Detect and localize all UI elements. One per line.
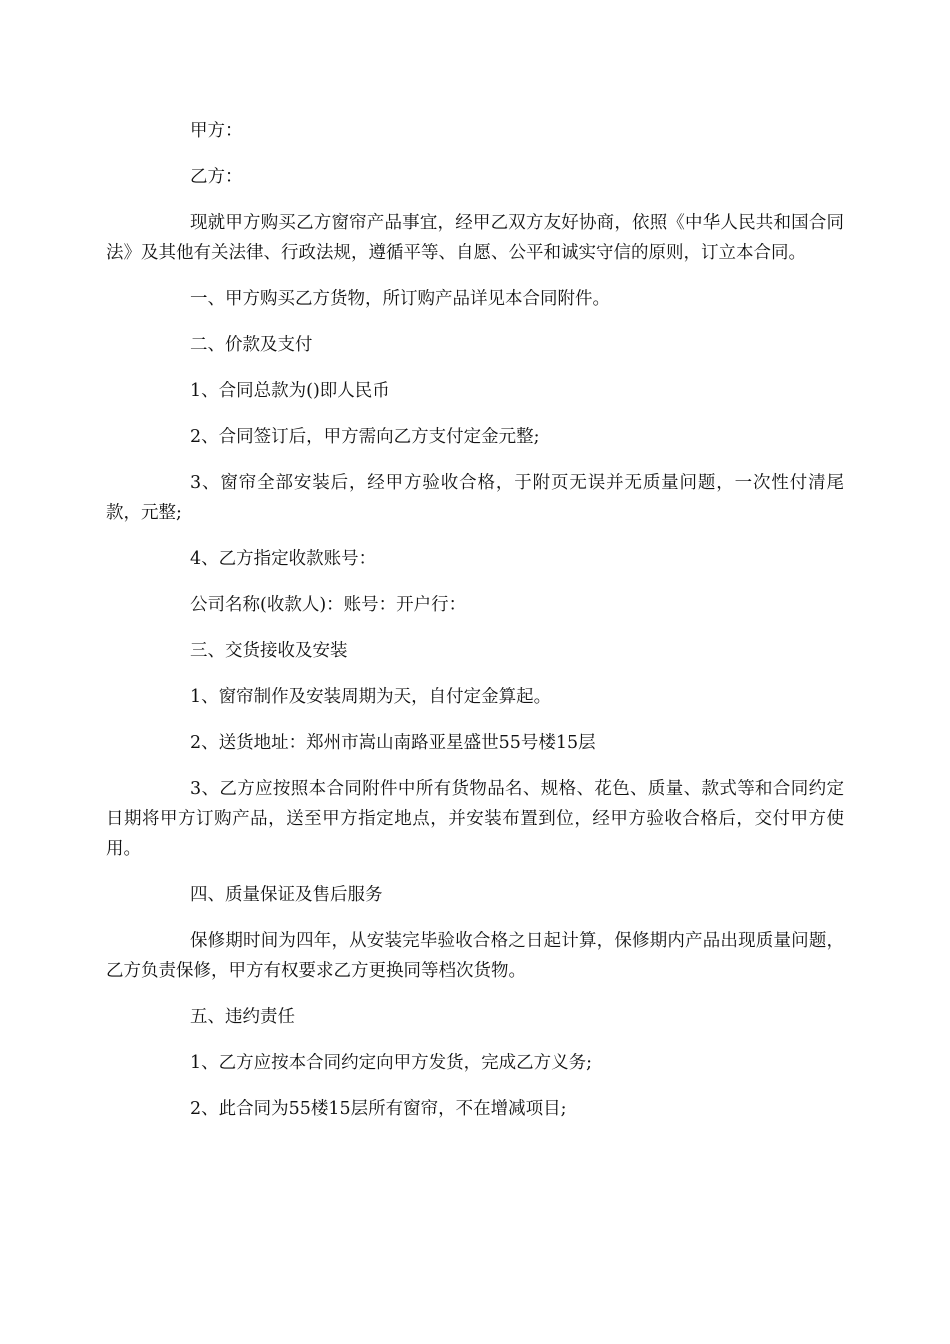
clause-3-1: 1、窗帘制作及安装周期为天，自付定金算起。 — [190, 687, 552, 707]
clause-2-2: 2、合同签订后，甲方需向乙方支付定金元整; — [190, 427, 540, 447]
clause-2-3: 3、窗帘全部安装后，经甲方验收合格，于附页无误并无质量问题，一次性付清尾款，元整; — [106, 473, 844, 523]
contract-body — [106, 116, 844, 1140]
section-5-heading: 五、违约责任 — [190, 1007, 295, 1027]
section-2-heading: 二、价款及支付 — [190, 335, 313, 355]
party-a-line: 甲方： — [190, 121, 243, 141]
clause-3-2: 2、送货地址：郑州市嵩山南路亚星盛世55号楼15层 — [190, 733, 596, 753]
clause-2-4: 4、乙方指定收款账号： — [190, 549, 377, 569]
clause-3-3: 3、乙方应按照本合同附件中所有货物品名、规格、花色、质量、款式等和合同约定日期将甲方订购产品，送至甲方指定地点，并安装布置到位，经甲方验收合格后，交付甲方使用。 — [106, 779, 844, 859]
clause-2-1: 1、合同总款为()即人民币 — [190, 381, 390, 401]
clause-5-1: 1、乙方应按本合同约定向甲方发货，完成乙方义务; — [190, 1053, 593, 1073]
party-b-line: 乙方： — [190, 167, 243, 187]
section-3-heading: 三、交货接收及安装 — [190, 641, 348, 661]
payee-info-line: 公司名称(收款人)：账号：开户行： — [190, 595, 467, 615]
warranty-paragraph: 保修期时间为四年，从安装完毕验收合格之日起计算，保修期内产品出现质量问题，乙方负责保修，甲方有权要求乙方更换同等档次货物。 — [106, 931, 844, 981]
clause-5-2: 2、此合同为55楼15层所有窗帘，不在增减项目; — [190, 1099, 567, 1119]
section-1-goods: 一、甲方购买乙方货物，所订购产品详见本合同附件。 — [190, 289, 610, 309]
preamble-paragraph: 现就甲方购买乙方窗帘产品事宜，经甲乙双方友好协商，依照《中华人民共和国合同法》及其他有关法律、行政法规，遵循平等、自愿、公平和诚实守信的原则，订立本合同。 — [106, 213, 844, 263]
section-4-heading: 四、质量保证及售后服务 — [190, 885, 383, 905]
